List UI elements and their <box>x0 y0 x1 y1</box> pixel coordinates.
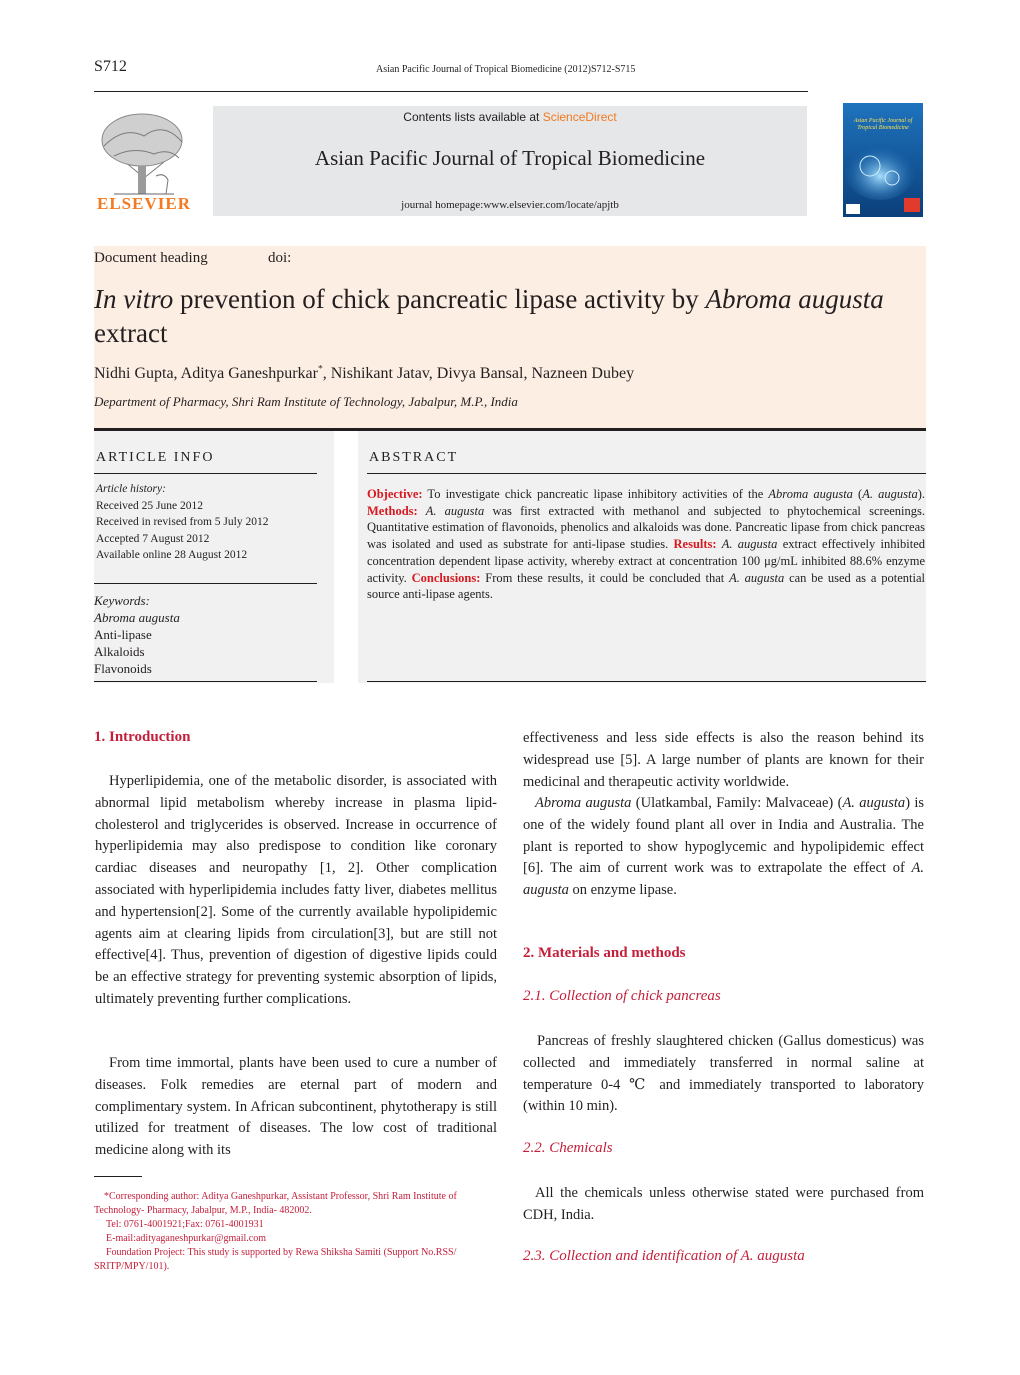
conclusions-end: can be used as a potential source anti-lipase agents. <box>367 570 925 602</box>
divider <box>367 473 926 474</box>
history-item: Available online 28 August 2012 <box>96 549 248 561</box>
objective-text: To investigate chick pancreatic lipase inhibitory activities of the <box>422 487 769 501</box>
footnote-divider <box>94 1176 142 1177</box>
title-italic-1: In vitro <box>94 284 174 314</box>
right-paragraph-2 <box>523 793 924 902</box>
species-name: Abroma augusta <box>535 795 632 811</box>
keyword: Abroma augusta <box>94 610 180 625</box>
methods-heading: 2. Materials and methods <box>523 945 686 961</box>
species-name: Abroma augusta <box>768 487 853 501</box>
email-note[interactable]: E-mail:adityaganeshpurkar@gmail.com <box>106 1233 266 1244</box>
title-end: extract <box>94 318 168 348</box>
contents-line <box>213 110 807 124</box>
keyword: Alkaloids <box>94 644 145 659</box>
article-title <box>94 282 928 350</box>
doi-label: doi: <box>268 250 292 266</box>
publisher-name: ELSEVIER <box>97 194 191 213</box>
objective-paren: ( <box>852 487 863 501</box>
subsection-heading: 2.2. Chemicals <box>523 1140 613 1156</box>
objective-end: ). <box>917 487 926 501</box>
species-abbrev: A. augusta <box>417 503 485 518</box>
page-number: S712 <box>94 58 127 75</box>
abstract-heading: ABSTRACT <box>369 450 459 465</box>
title-mid: prevention of chick pancreatic lipase activity by <box>173 284 706 314</box>
authors <box>94 365 634 383</box>
conclusions-text: From these results, it could be concluded that <box>480 570 730 585</box>
intro-paragraph-2: From time immortal, plants have been used to cure a number of diseases. Folk remedies are eternal part of modern and complimentary system. In African subcontinent, phytotherapy is still utilized for treatment of diseases. The low cost of traditional medicine along with its <box>95 1055 497 1159</box>
journal-cover <box>840 100 926 220</box>
history-item: Received 25 June 2012 <box>96 499 203 512</box>
methods-label: Methods: <box>367 503 418 518</box>
paragraph-text: on enzyme lipase. <box>568 882 677 899</box>
keywords-label: Keywords: <box>94 593 150 608</box>
journal-homepage[interactable]: journal homepage:www.elsevier.com/locate/apjtb <box>401 199 619 211</box>
funding-note: Foundation Project: This study is supported by Rewa Shiksha Samiti (Support No.RSS/ SRITP/MPY/101). <box>94 1247 457 1272</box>
history-item: Accepted 7 August 2012 <box>96 532 210 545</box>
conclusions-label: Conclusions: <box>411 570 481 585</box>
phone-note: Tel: 0761-4001921;Fax: 0761-4001931 <box>106 1219 264 1230</box>
results-text: extract effectively inhibited concentration dependent lipase activity, whereby extract at concentration 100 μg/mL inhibited 88.6% enzyme activity. <box>367 537 925 585</box>
keyword: Flavonoids <box>94 661 152 676</box>
cover-title: Asian Pacific Journal of Tropical Biomedicine <box>853 118 913 131</box>
authors-part-b: , Nishikant Jatav, Divya Bansal, Nazneen Dubey <box>322 365 635 382</box>
keyword: Anti-lipase <box>94 627 152 642</box>
corresponding-mark: * <box>317 363 323 375</box>
divider <box>94 91 808 92</box>
contents-prefix: Contents lists available at <box>403 110 543 124</box>
intro-paragraph-1: Hyperlipidemia, one of the metabolic disorder, is associated with abnormal lipid metabolism whereby increase in plasma lipid-cholesterol and triglycerides is observed. Increase in occurrence of hyperlipidemia may also predispose to condition like coronary cardiac diseases and neuropathy [1, 2]. Other complication associated with hyperlipidemia includes fatty liver, diabetes mellitus and hypertension[2]. Some of the currently available hypolipidemic agents aim at clearing lipids from circulation[3], but are still not effective[4]. Thus, prevention of digestion of digestive lipids could be an effective strategy for preventing systemic absorption of lipids, ultimately preventing further complications. <box>95 773 497 1007</box>
divider <box>94 583 317 584</box>
history-item: Received in revised from 5 July 2012 <box>96 516 269 528</box>
subsection-text: All the chemicals unless otherwise stated were purchased from CDH, India. <box>523 1185 924 1223</box>
divider <box>94 681 317 682</box>
history-label: Article history: <box>96 483 166 495</box>
footnotes <box>94 1190 496 1274</box>
species-abbrev: A. augusta <box>862 487 918 501</box>
elsevier-logo <box>94 106 194 216</box>
paragraph-text: (Ulatkambal, Family: Malvaceae) ( <box>631 795 843 811</box>
abstract-text <box>367 486 925 603</box>
journal-banner <box>213 106 807 216</box>
species-abbrev: A. augusta <box>716 537 778 552</box>
subsection-heading: 2.3. Collection and identification of A. augusta <box>523 1248 805 1264</box>
subsection-heading: 2.1. Collection of chick pancreas <box>523 988 721 1004</box>
species-abbrev: A. augusta <box>842 795 906 811</box>
history-block <box>96 481 268 564</box>
journal-name: Asian Pacific Journal of Tropical Biomedicine <box>314 146 706 170</box>
sciencedirect-link[interactable]: ScienceDirect <box>542 110 617 124</box>
results-label: Results: <box>673 537 717 552</box>
title-italic-2: Abroma augusta <box>705 284 884 314</box>
intro-heading: 1. Introduction <box>94 729 191 745</box>
methods-text: was first extracted with methanol and subjected to phytochemical screenings. Quantitative estimation of flavonoids, phenolics and alkaloids was done. Pancreatic lipase from chick pancreas was isolated and used as substrate for anti-lipase studies. <box>367 503 925 552</box>
objective-label: Objective: <box>367 487 423 501</box>
keywords-block <box>94 592 180 677</box>
article-info-heading: ARTICLE INFO <box>96 450 215 465</box>
corresponding-note: *Corresponding author: Aditya Ganeshpurkar, Assistant Professor, Shri Ram Institute of Technology- Pharmacy, Jabalpur, M.P., India- 482002. <box>94 1191 457 1216</box>
divider <box>367 681 926 682</box>
paragraph-text: ) is one of the widely found plant all over in India and Australia. The plant is reported to show hypoglycemic and hypolipidemic effect [6]. The aim of current work was to extrapolate the effect of <box>523 795 925 877</box>
species-abbrev: A. augusta <box>523 860 924 899</box>
document-heading: Document heading <box>94 250 208 266</box>
divider <box>94 473 317 474</box>
affiliation: Department of Pharmacy, Shri Ram Institute of Technology, Jabalpur, M.P., India <box>94 394 518 409</box>
right-paragraph-1: effectiveness and less side effects is also the reason behind its widespread use [5]. A large number of plants are known for their medicinal and therapeutic activity worldwide. <box>523 730 924 790</box>
running-head: Asian Pacific Journal of Tropical Biomedicine (2012)S712-S715 <box>376 64 636 75</box>
subsection-text: Pancreas of freshly slaughtered chicken (Gallus domesticus) was collected and immediately transferred in normal saline at temperature 0-4 ℃ and immediately transported to laboratory (within 10 min). <box>523 1033 924 1115</box>
column-gap <box>334 431 358 683</box>
species-abbrev: A. augusta <box>729 570 785 585</box>
authors-part-a: Nidhi Gupta, Aditya Ganeshpurkar <box>94 365 318 382</box>
